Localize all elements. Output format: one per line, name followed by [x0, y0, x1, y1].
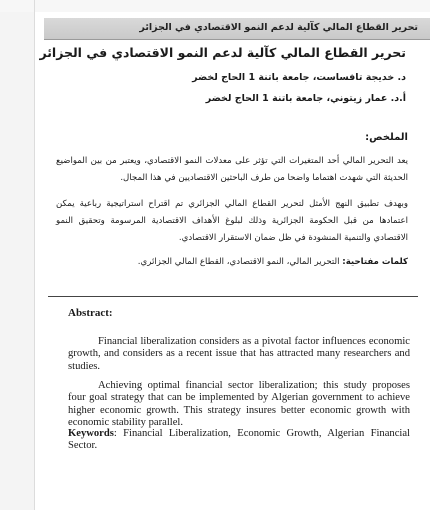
english-abstract-paragraph-2: Achieving optimal financial sector liberalization; this study proposes four goal strategy that can be implemented by Algerian government to achieve higher economic growth. This strategy insures better economic growth with economic stability parallel. — [68, 380, 410, 429]
arabic-abstract-paragraph-1: يعد التحرير المالي أحد المتغيرات التي تؤثر على معدلات النمو الاقتصادي، ويعتبر من بين المواضيع الحديثة التي شهدت اهتماما واضحا من طرف الباحثين الاقتصاديين في هذا المجال. — [56, 156, 408, 183]
arabic-abstract-heading: الملخص: — [365, 132, 408, 143]
english-abstract-paragraph-1: Financial liberalization considers as a pivotal factor influences economic growth, and considers as a recent issue that has attracted many researchers and studies. — [68, 336, 410, 372]
scan-top-margin — [0, 0, 430, 12]
document-page — [36, 12, 430, 510]
english-keywords-label: Keywords — [68, 428, 114, 439]
english-keywords — [68, 428, 410, 453]
english-abstract-heading: Abstract: — [68, 307, 113, 319]
english-keywords-text: : Financial Liberalization, Economic Growth, Algerian Financial Sector. — [68, 428, 410, 452]
arabic-keywords-text: التحرير المالي، النمو الاقتصادي، القطاع المالي الجزائري. — [137, 257, 340, 267]
running-header — [44, 18, 430, 40]
running-header-title: تحرير القطاع المالي كآلية لدعم النمو الاقتصادي في الجزائر — [139, 22, 418, 33]
section-divider — [48, 296, 418, 297]
arabic-keywords — [56, 257, 408, 267]
arabic-keywords-label: كلمات مفتاحية: — [342, 257, 408, 267]
author-1: د. خديجة تافساست، جامعة باتنة 1 الحاج لخضر — [192, 72, 406, 83]
page-edge — [34, 0, 35, 510]
paper-title: تحرير القطاع المالي كآلية لدعم النمو الاقتصادي في الجزائر — [39, 45, 406, 60]
scan-margin — [0, 0, 34, 510]
arabic-abstract-paragraph-2: وبهدف تطبيق النهج الأمثل لتحرير القطاع المالي الجزائري تم اقتراح استراتيجية رباعية يمكن اعتمادها من قبل الحكومة الجزائرية وذلك لبلوغ الأهداف الاقتصادية المرسومة وتحقيق النمو الاقتصادي والتنمية المنشودة في ظل ضمان الاستقرار الاقتصادي. — [56, 199, 408, 243]
author-2: أ.د. عمار زيتوني، جامعة باتنة 1 الحاج لخضر — [205, 93, 406, 104]
